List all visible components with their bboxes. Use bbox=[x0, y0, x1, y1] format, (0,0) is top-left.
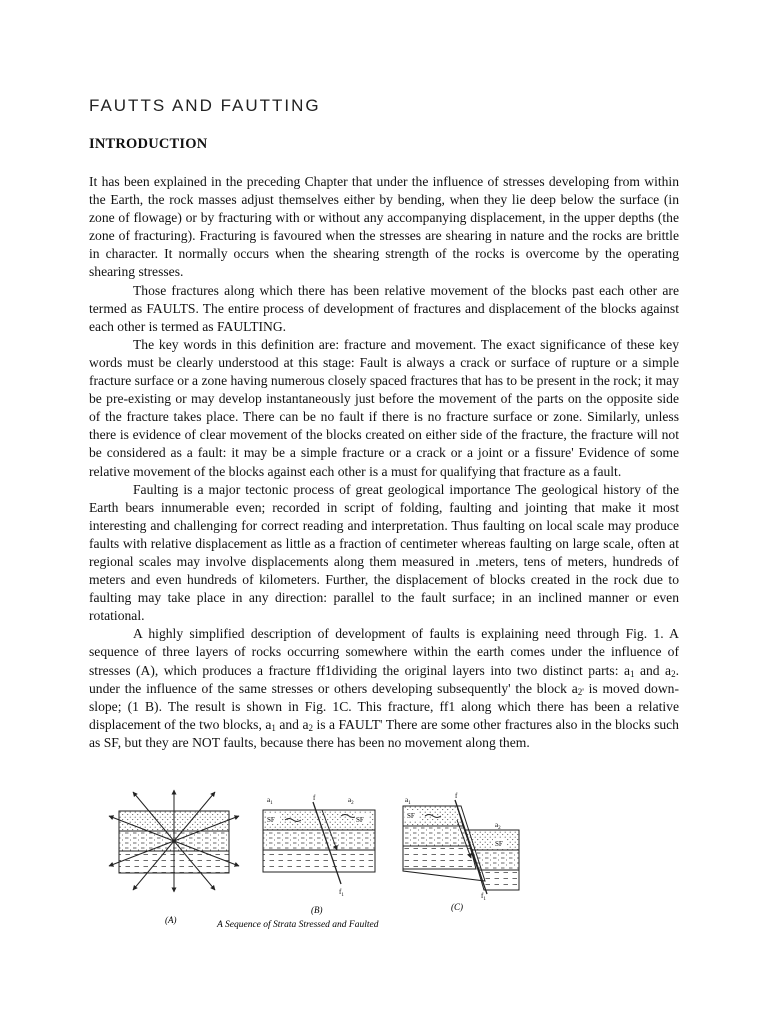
paragraph-4: Faulting is a major tectonic process of great geological importance The geological history of the Earth bears innumerable even; recorded in script of folding, faulting and jointing that make it most interesting and challenging for correct reading and interpretation. Thus faulting on local scale may produce faults with relative displacement as little as a fraction of centimeter whereas faulting on large scale, often at regional scales may involve displacements along them measured in .meters, tens of meters, hundreds of meters and even hundreds of kilometers. Further, the displacement of blocks created in the rock due to faulting may take place in any direction: parallel to the fault surface; in an inclined manner or even rotational. bbox=[89, 481, 679, 624]
chapter-title: FAUTTS AND FAUTTING bbox=[89, 96, 321, 115]
paragraph-3: The key words in this definition are: fracture and movement. The exact significance of these key words must be clearly understood at this stage: Fault is always a crack or surface of rupture or a simple fracture surface or a zone having numerous closely spaced fractures that has to be present in the rock; it may be pre-existing or may develop instantaneously just before the movement of the parts on the opposite side of the fracture takes place. There can be no fault if there is no fracture surface or zone. Similarly, unless there is evidence of clear movement of the blocks created on either side of the fracture, the fracture will not be considered as a fault: it may be a simple fracture or a crack or a joint or a fissure' Evidence of some relative movement of the blocks against each other is a must for qualifying that fracture as a fault. bbox=[89, 336, 679, 479]
panel-b-a1-label: $a_1$ bbox=[267, 796, 273, 806]
panel-c-a1-label: $a_1$ bbox=[405, 796, 411, 806]
panel-b-sf-label-left: SF bbox=[267, 816, 275, 824]
figure-strata-faulting bbox=[89, 786, 679, 936]
panel-b-sf-label-right: SF bbox=[356, 816, 364, 824]
paragraph-1: It has been explained in the preceding Chapter that under the influence of stresses developing from within the Earth, the rock masses adjust themselves either by bending, when they lie deep below the surface (in zone of flowage) or by fracturing with or without any accompanying displacement, in the upper depths (the zone of fracturing). Fracturing is favoured when the stresses are shearing in nature and the rocks are brittle in character. It normally occurs when the shearing strength of the rocks is overcome by the operating shearing stresses. bbox=[89, 174, 679, 280]
figure-diagram bbox=[89, 786, 679, 936]
panel-b-f1-label: $f_1$ bbox=[339, 888, 344, 898]
body-text bbox=[89, 173, 679, 752]
panel-c-f1-label: $f_1$ bbox=[481, 892, 486, 902]
paragraph-2: Those fractures along which there has been relative movement of the blocks past each other are termed as FAULTS. The entire process of development of fractures and displacement of the blocks against each other is termed as FAULTING. bbox=[89, 282, 679, 334]
panel-b-a2-label: $a_2$ bbox=[348, 796, 354, 806]
panel-c-sf-label-left: SF bbox=[407, 812, 415, 820]
paragraph-5: A highly simplified description of development of faults is explaining need through Fig. 1. A sequence of three layers of rocks occurring somewhere within the earth comes under the influence of stresses (A), which produces a fracture ff1dividing the original layers into two distinct parts: $a_1$ and $a_2$. under the influence of the same stresses or others developing subsequently' the block $a_{2'}$ is moved down-slope; (1 B). The result is shown in Fig. 1C. This fracture, ff1 along which there has been a relative displacement of the two blocks, $a_1$ and $a_2$ is a FAULT' There are some other fractures also in the blocks such as SF, but they are NOT faults, because there has been no movement along them. bbox=[89, 626, 679, 750]
panel-c-label: (C) bbox=[451, 902, 463, 912]
panel-a-label: (A) bbox=[165, 915, 177, 925]
panel-c-sf-label-right: SF bbox=[495, 840, 503, 848]
panel-a-diagram bbox=[109, 790, 239, 892]
panel-b-diagram bbox=[263, 802, 375, 884]
panel-b-label: (B) bbox=[311, 905, 323, 915]
figure-caption: A Sequence of Strata Stressed and Faulted bbox=[217, 920, 379, 930]
panel-c-f-label: f bbox=[455, 792, 458, 800]
section-heading: INTRODUCTION bbox=[89, 136, 208, 152]
panel-c-a2-label: $a_2$ bbox=[495, 821, 501, 831]
panel-b-f-label: f bbox=[313, 794, 316, 802]
